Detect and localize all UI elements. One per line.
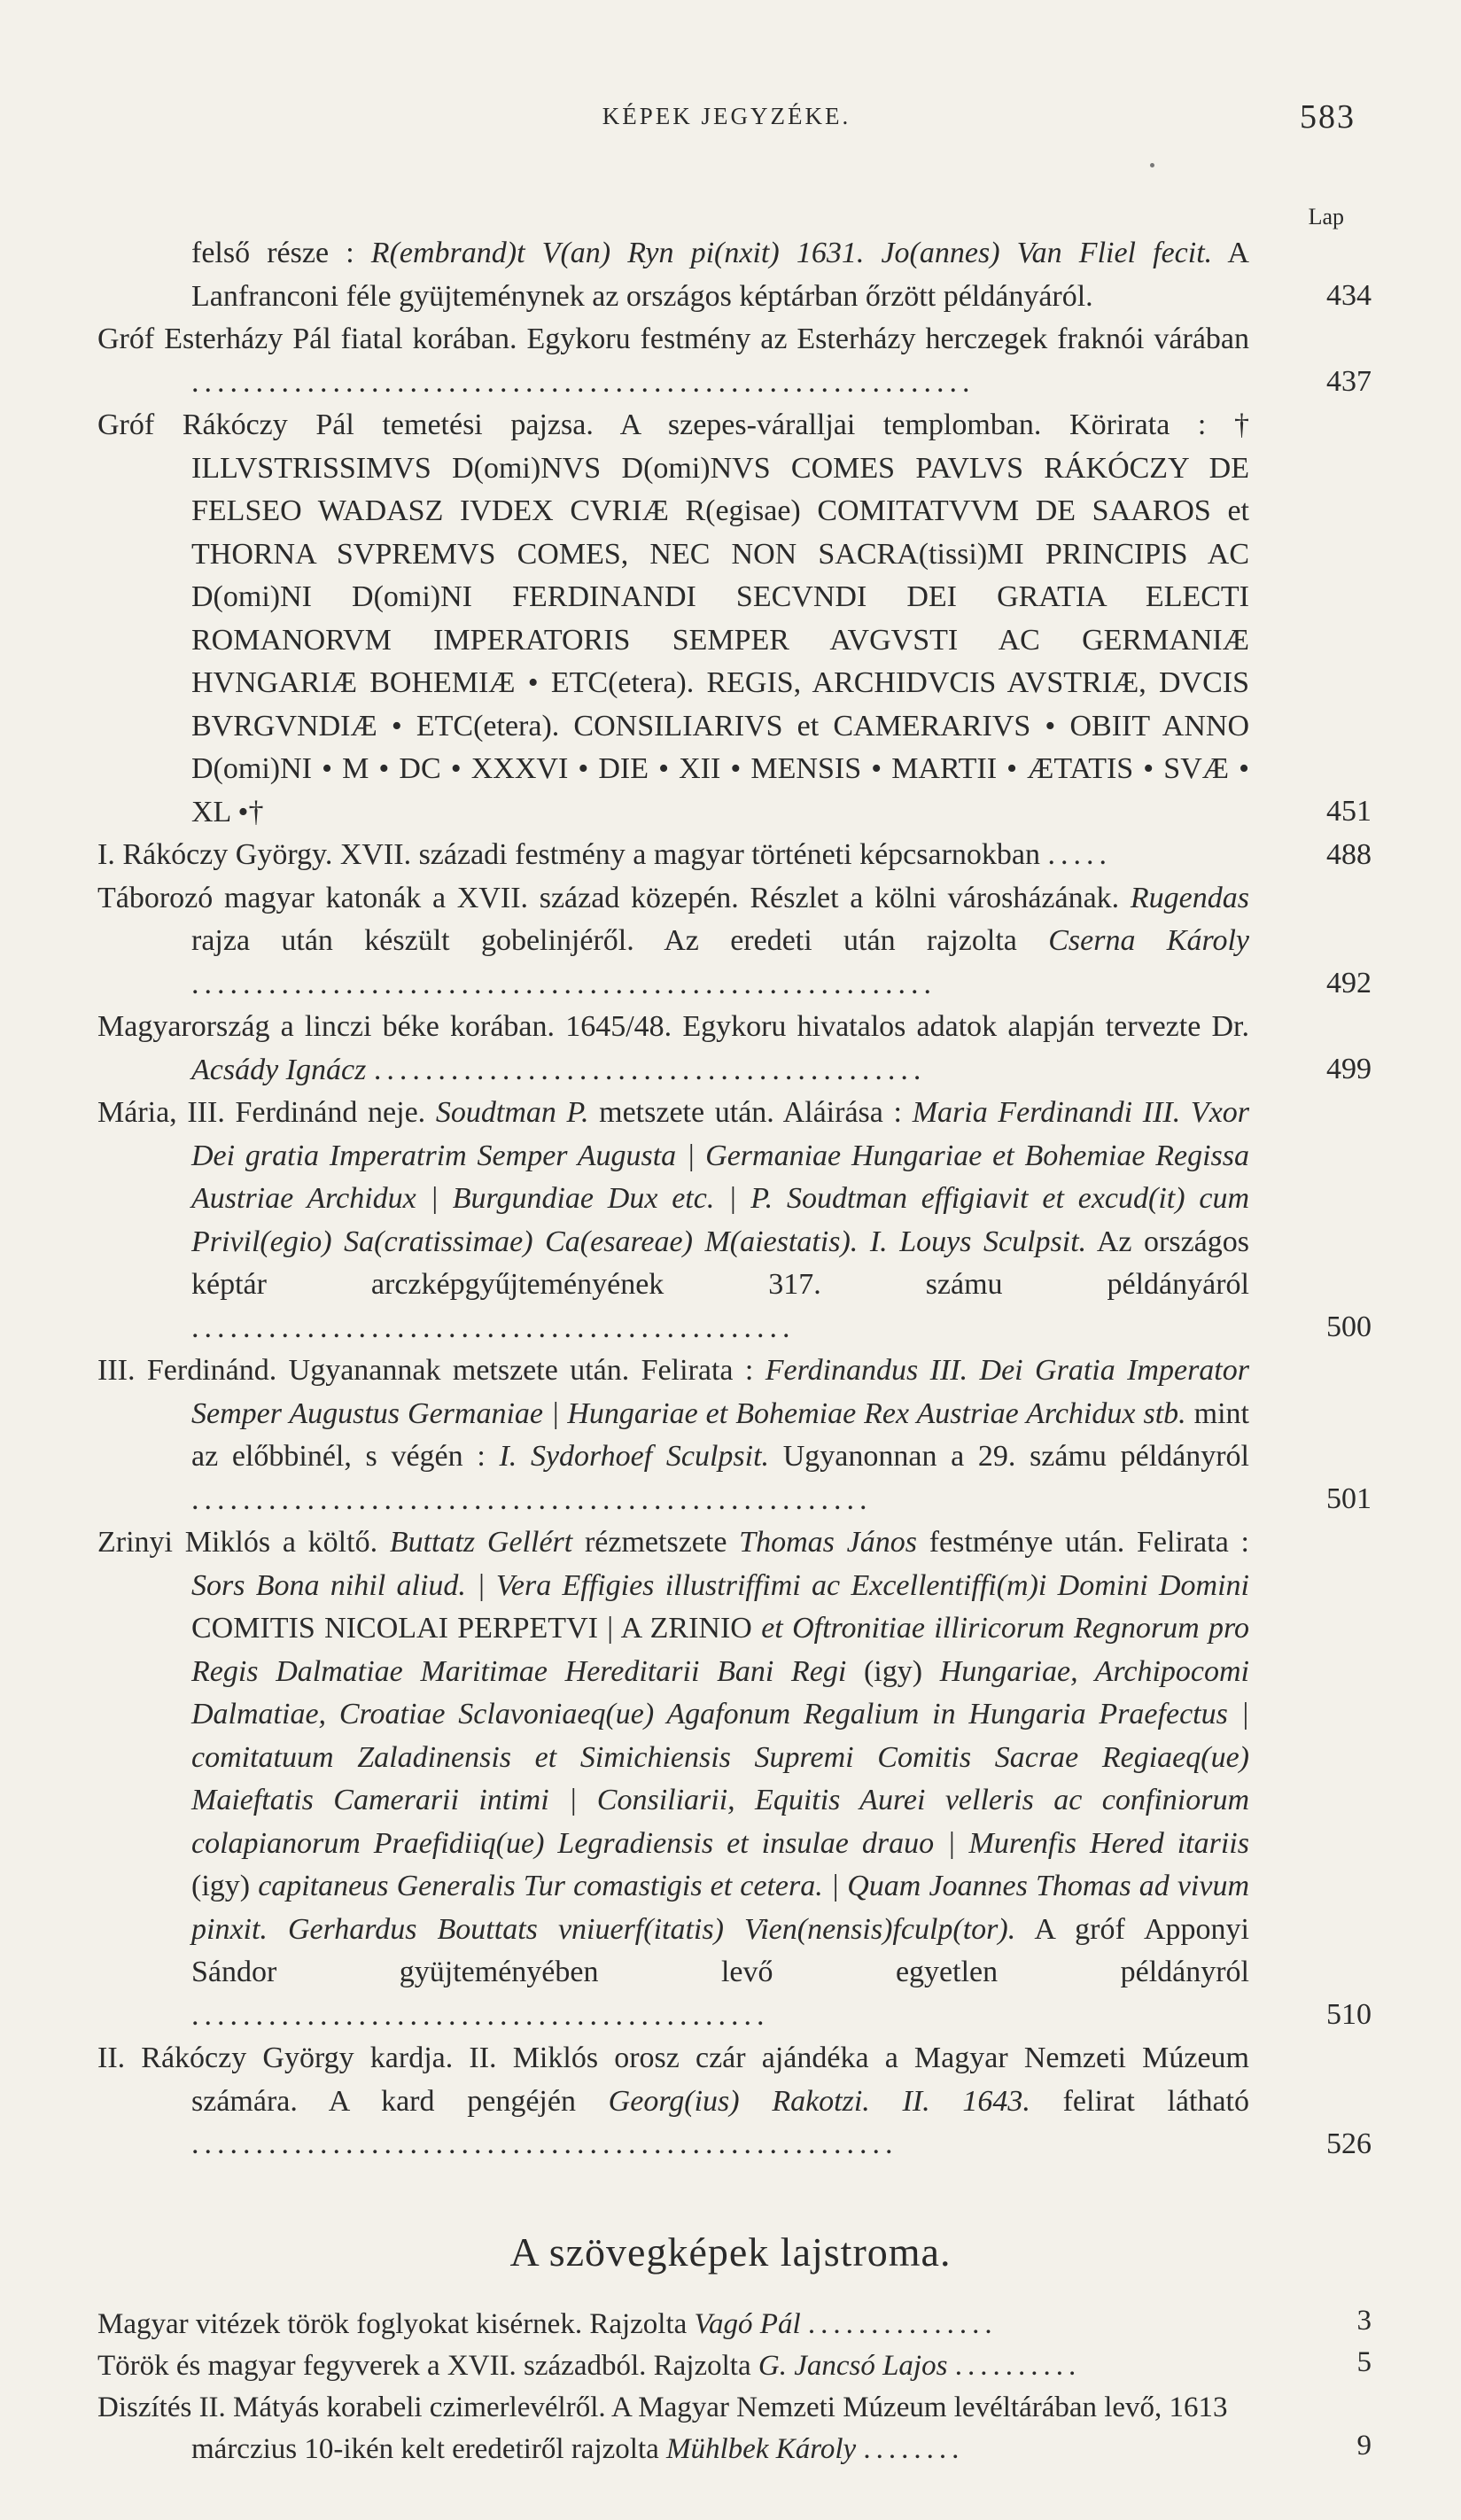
entry-text-part: Táborozó magyar katonák a XVII. század közepén. Részlet a kölni városházának. [97, 881, 1131, 914]
entry-text [97, 318, 1249, 404]
dot-leaders: ..................................................... [191, 1482, 873, 1516]
entry-text-part: (igy) [846, 1654, 940, 1688]
entry-text-part: A Lanfranconi féle gyüjteménynek az országos képtárban őrzött példányáról. [191, 237, 1249, 313]
dot-leaders: ..... [1047, 838, 1112, 871]
entry-italic-part: G. Jancsó Lajos [758, 2350, 948, 2382]
page-column-header: Lap [1308, 204, 1344, 229]
entry-italic-part: Soudtman P. [435, 1096, 589, 1129]
entry-text-part: Mária, III. Ferdinánd neje. [97, 1096, 436, 1129]
text-image-entry [97, 2304, 1372, 2345]
page-number: 583 [1300, 98, 1356, 136]
entry-text-part: Magyar vitézek török foglyokat kisérnek. Rajzolta [97, 2308, 695, 2340]
entry-italic-part: Acsády Ignácz [191, 1053, 367, 1086]
entry-italic-part: Vagó Pál [694, 2308, 801, 2340]
entry-text [97, 1092, 1249, 1349]
entry-text-part: Gróf Rákóczy Pál temetési pajzsa. A szepes-váralljai templomban. Körirata : † ILLVSTRISSIMVS D(omi)NVS D(omi)NVS COMES PAVLVS RÁKÓCZY DE FELSEO WADASZ IVDEX CVRIÆ R(egisae) COMITATVVM DE SAAROS et THORNA SVPREMVS COMES, NEC NON SACRA(tissi)MI PRINCIPIS AC D(omi)NI D(omi)NI FERDINANDI SECVNDI DEI GRATIA ELECTI ROMANORVM IMPERATORIS SEMPER AVGVSTI AC GERMANIÆ HVNGARIÆ BOHEMIÆ • ETC(etera). REGIS, ARCHIDVCIS AVSTRIÆ, DVCIS BVRGVNDIÆ • ETC(etera). CONSILIARIVS et CAMERARIVS • OBIIT ANNO D(omi)NI • M • DC • XXXVI • DIE • XII • MENSIS • MARTII • ÆTATIS • SVÆ • XL •† [97, 408, 1249, 828]
entry-italic-part: Georg(ius) Rakotzi. II. 1643. [608, 2084, 1030, 2118]
dot-leaders: ............................................. [191, 1998, 770, 2032]
entry-text-part: Az országos képtár arczképgyűjteményének 317. számu példányáról [191, 1225, 1249, 1301]
dot-leaders: ............................................... [191, 1311, 796, 1344]
entry-page-number: 434 [1326, 279, 1372, 312]
entry-text-part: (igy) [191, 1870, 259, 1902]
entry-page-number: 526 [1326, 2127, 1372, 2160]
entry-text-part: Gróf Esterházy Pál fiatal korában. Egykoru festmény az Esterházy herczegek fraknói várában [97, 323, 1249, 355]
index-entry [97, 877, 1372, 1007]
entry-text-part: COMITIS NICOLAI PERPETVI | A ZRINIO [191, 1612, 762, 1645]
entry-page-number: 499 [1326, 1053, 1372, 1085]
index-entry [97, 1092, 1372, 1349]
running-title: KÉPEK JEGYZÉKE. [602, 103, 851, 129]
entry-italic-part: I. Sydorhoef Sculpsit. [499, 1440, 770, 1473]
entry-text-part: Diszítés II. Mátyás korabeli czimerlevélről. A Magyar Nemzeti Múzeum levéltárában levő, 1613 márczius 10-ikén kelt eredetiről rajzolta [97, 2392, 1228, 2465]
entry-italic-part: Buttatz Gellért [389, 1526, 573, 1559]
entry-text-part: Zrinyi Miklós a költő. [97, 1526, 390, 1559]
dot-leaders: .......... [954, 2350, 1082, 2382]
entry-text [97, 1349, 1249, 1521]
entry-italic-part: R(embrand)t V(an) Ryn pi(nxit) 1631. Jo(annes) Van Fliel fecit. [370, 237, 1213, 269]
entry-page-number: 451 [1326, 795, 1372, 828]
entry-text-part: Török és magyar fegyverek a XVII. századból. Rajzolta [97, 2350, 758, 2382]
section-title: A szövegképek lajstroma. [509, 2229, 952, 2275]
entry-page-number: 437 [1326, 365, 1372, 398]
entry-italic-part: Rugendas [1130, 881, 1249, 914]
index-entry [97, 834, 1372, 877]
index-entry [97, 2037, 1372, 2166]
dot-leaders: .......................................................... [191, 967, 936, 1000]
entry-page-number: 510 [1326, 1998, 1372, 2031]
entry-text-part: III. Ferdinánd. Ugyanannak metszete után. Felirata : [97, 1354, 765, 1387]
entry-text [97, 877, 1249, 1007]
entry-text-part: I. Rákóczy György. XVII. századi festmény a magyar történeti képcsarnokban [97, 838, 1040, 871]
dot-leaders: ....................................................... [191, 2127, 898, 2160]
entry-text-part: rajza után készült gobelinjéről. Az eredeti után rajzolta [191, 924, 1049, 957]
entry-page-number: 3 [1356, 2305, 1372, 2337]
entry-text-part: Ugyanonnan a 29. számu példányról [769, 1440, 1250, 1473]
entry-text [97, 2037, 1249, 2166]
entry-text [97, 1521, 1249, 2037]
entry-page-number: 488 [1326, 837, 1372, 871]
entry-text-part: mint az előbbinél, s végén : [191, 1396, 1249, 1473]
entry-text-part: A gróf Apponyi Sándor gyüjteményében levő egyetlen példányról [191, 1912, 1249, 1988]
dot-leaders: ........ [863, 2433, 965, 2465]
dot-leaders: ............................................................. [191, 365, 975, 399]
entry-text-part: felirat látható [1030, 2084, 1250, 2118]
entry-text [97, 232, 1249, 318]
entry-italic-part: et Oftronitiae illiricorum Regnorum pro Regis Dalmatiae Maritimae Hereditarii Bani Regi [191, 1612, 1249, 1688]
index-entry [97, 1521, 1372, 2037]
entry-italic-part: capitaneus Generalis Tur comastigis et cetera. | Quam Joannes Thomas ad vivum pinxit. Gerhardus Bouttats vniuerf(itatis) Vien(nensis)fculp(tor). [191, 1870, 1249, 1946]
entry-italic-part: Mühlbek Károly [666, 2433, 857, 2465]
text-image-list [97, 2304, 1372, 2470]
text-image-entry [97, 2345, 1372, 2387]
dot-leaders: ............... [807, 2308, 998, 2340]
image-index-list [97, 232, 1372, 2166]
entry-text [97, 834, 1249, 877]
entry-italic-part: Maria Ferdinandi III. Vxor Dei gratia Imperatrim Semper Augusta | Germaniae Hungariae et Bohemiae Regissa Austriae Archidux | Burgundiae Dux etc. | P. Soudtman effigiavit et excud(it) cum Privil(egio) Sa(cratissimae) Ca(esareae) M(aiestatis). I. Louys Sculpsit. [191, 1096, 1250, 1258]
dot-leaders: ........................................... [373, 1053, 927, 1086]
index-entry [97, 232, 1372, 318]
entry-text-part: Magyarország a linczi béke korában. 1645/48. Egykoru hivatalos adatok alapján tervezte Dr. [97, 1010, 1249, 1043]
entry-text-part: festménye után. Felirata : [916, 1526, 1249, 1559]
entry-text-part: II. Rákóczy György kardja. II. Miklós orosz czár ajándéka a Magyar Nemzeti Múzeum számára. A kard pengéjén [97, 2042, 1249, 2118]
entry-italic-part: Sors Bona nihil aliud. | Vera Effigies illustriffimi ac Excellentiffi(m)i Domini Domini [191, 1568, 1249, 1602]
entry-italic-part: Thomas János [739, 1526, 917, 1559]
text-image-entry [97, 2387, 1372, 2470]
entry-page-number: 500 [1326, 1311, 1372, 1343]
entry-page-number: 5 [1356, 2346, 1372, 2378]
index-entry [97, 318, 1372, 404]
printer-dot-mark [1150, 163, 1154, 167]
index-entry [97, 1006, 1372, 1092]
entry-text-part: metszete után. Aláirása : [588, 1096, 913, 1129]
entry-italic-part: Hungariae, Archipocomi Dalmatiae, Croatiae Sclavoniaeq(ue) Agafonum Regalium in Hungaria Praefectus | comitatuum Zaladinensis et Simichiensis Supremi Comitis Sacrae Regiaeq(ue) Maieftatis Camerarii intimi | Consiliarii, Equitis Aurei velleris ac confiniorum colapianorum Praefidiiq(ue) Legradiensis et insulae drauo | Murenfis Hered itariis [191, 1654, 1250, 1860]
entry-text-part: felső része : [191, 237, 371, 269]
index-entry [97, 1349, 1372, 1521]
index-entry [97, 404, 1372, 834]
entry-text [97, 404, 1249, 834]
entry-page-number: 492 [1326, 967, 1372, 999]
entry-italic-part: Ferdinandus III. Dei Gratia Imperator Semper Augustus Germaniae | Hungariae et Bohemiae Rex Austriae Archidux stb. [191, 1354, 1249, 1430]
entry-text [97, 1006, 1249, 1092]
entry-page-number: 501 [1326, 1482, 1372, 1515]
running-head [97, 96, 1356, 140]
entry-page-number: 9 [1356, 2430, 1372, 2462]
entry-italic-part: Cserna Károly [1048, 924, 1249, 957]
entry-text-part: rézmetszete [572, 1526, 740, 1559]
